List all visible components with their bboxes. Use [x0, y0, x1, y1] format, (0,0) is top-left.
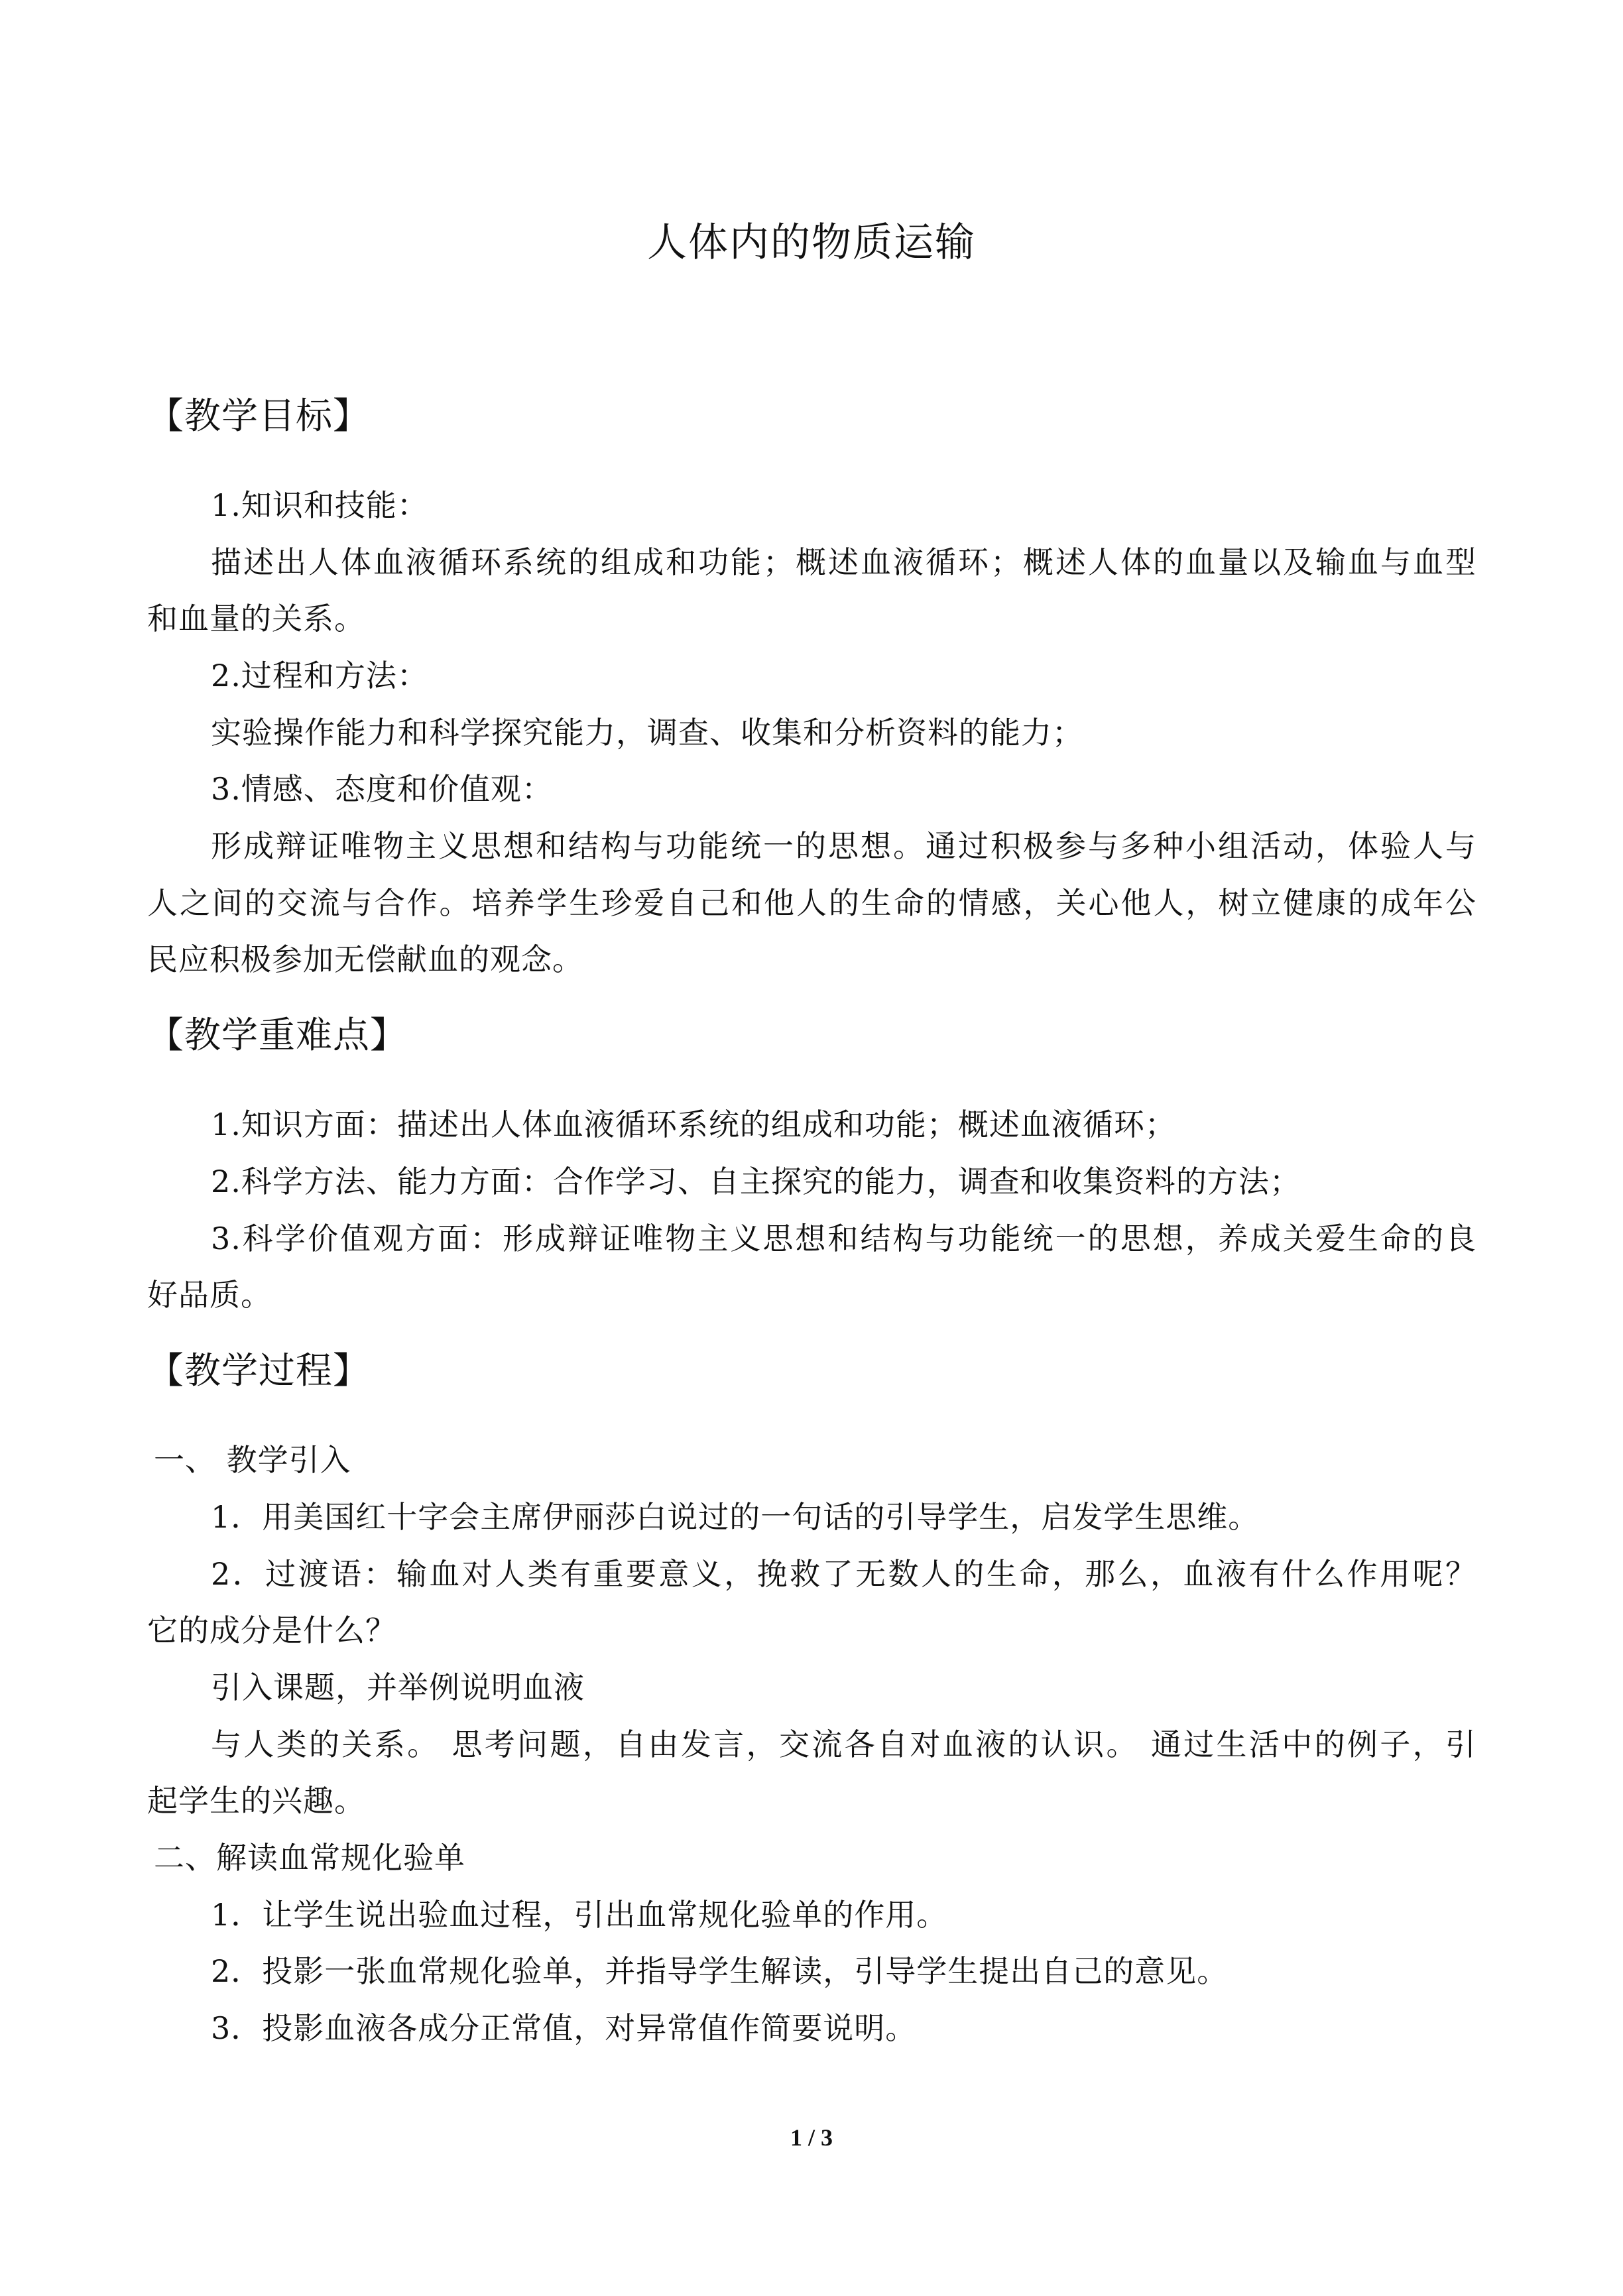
page-number: 1 / 3	[790, 2124, 833, 2151]
key-points-item-1: 1.知识方面：描述出人体血液循环系统的组成和功能；概述血液循环；	[211, 1107, 1176, 1142]
process-heading-1: 一、 教学引入	[154, 1442, 351, 1478]
process-heading-2: 二、解读血常规化验单	[154, 1840, 465, 1876]
objectives-knowledge-text-line1: 描述出人体血液循环系统的组成和功能；概述血液循环；概述人体的血量以及输血与血型	[211, 544, 1476, 580]
process-step-5: 3．投影血液各成分正常值，对异常值作简要说明。	[211, 2010, 917, 2046]
key-points-item-3-line1: 3.科学价值观方面：形成辩证唯物主义思想和结构与功能统一的思想，养成关爱生命的良	[211, 1221, 1476, 1256]
document-title: 人体内的物质运输	[647, 219, 976, 266]
objectives-knowledge-heading: 1.知识和技能：	[211, 487, 428, 523]
objectives-method-text: 实验操作能力和科学探究能力，调查、收集和分析资料的能力；	[211, 715, 1083, 751]
process-step-1: 1．用美国红十字会主席伊丽莎白说过的一句话的引导学生，启发学生思维。	[211, 1499, 1260, 1535]
process-step-2-line2: 它的成分是什么？	[147, 1612, 396, 1648]
process-step-2-line1: 2．过渡语：输血对人类有重要意义，挽救了无数人的生命，那么，血液有什么作用呢？	[211, 1556, 1476, 1592]
key-points-item-2: 2.科学方法、能力方面：合作学习、自主探究的能力，调查和收集资料的方法；	[211, 1164, 1301, 1199]
objectives-values-text-line1: 形成辩证唯物主义思想和结构与功能统一的思想。通过积极参与多种小组活动，体验人与	[211, 828, 1476, 864]
objectives-knowledge-text-line2: 和血量的关系。	[147, 601, 365, 636]
objectives-values-heading: 3.情感、态度和价值观：	[211, 771, 553, 807]
objectives-values-text-line3: 民应积极参加无偿献血的观念。	[147, 941, 583, 977]
objectives-method-heading: 2.过程和方法：	[211, 658, 428, 694]
process-step-4: 2．投影一张血常规化验单，并指导学生解读，引导学生提出自己的意见。	[211, 1953, 1229, 1989]
process-intro-text: 引入课题，并举例说明血液	[211, 1669, 585, 1705]
section-heading-process: 【教学过程】	[147, 1349, 371, 1392]
process-relation-line2: 起学生的兴趣。	[147, 1783, 365, 1819]
section-heading-objectives: 【教学目标】	[147, 394, 371, 437]
objectives-values-text-line2: 人之间的交流与合作。培养学生珍爱自己和他人的生命的情感，关心他人，树立健康的成年公	[147, 885, 1476, 921]
process-step-3: 1．让学生说出验血过程，引出血常规化验单的作用。	[211, 1897, 948, 1933]
section-heading-key-points: 【教学重难点】	[147, 1014, 408, 1056]
key-points-item-3-line2: 好品质。	[147, 1277, 272, 1313]
process-relation-line1: 与人类的关系。 思考问题，自由发言，交流各自对血液的认识。 通过生活中的例子，引	[211, 1726, 1476, 1762]
